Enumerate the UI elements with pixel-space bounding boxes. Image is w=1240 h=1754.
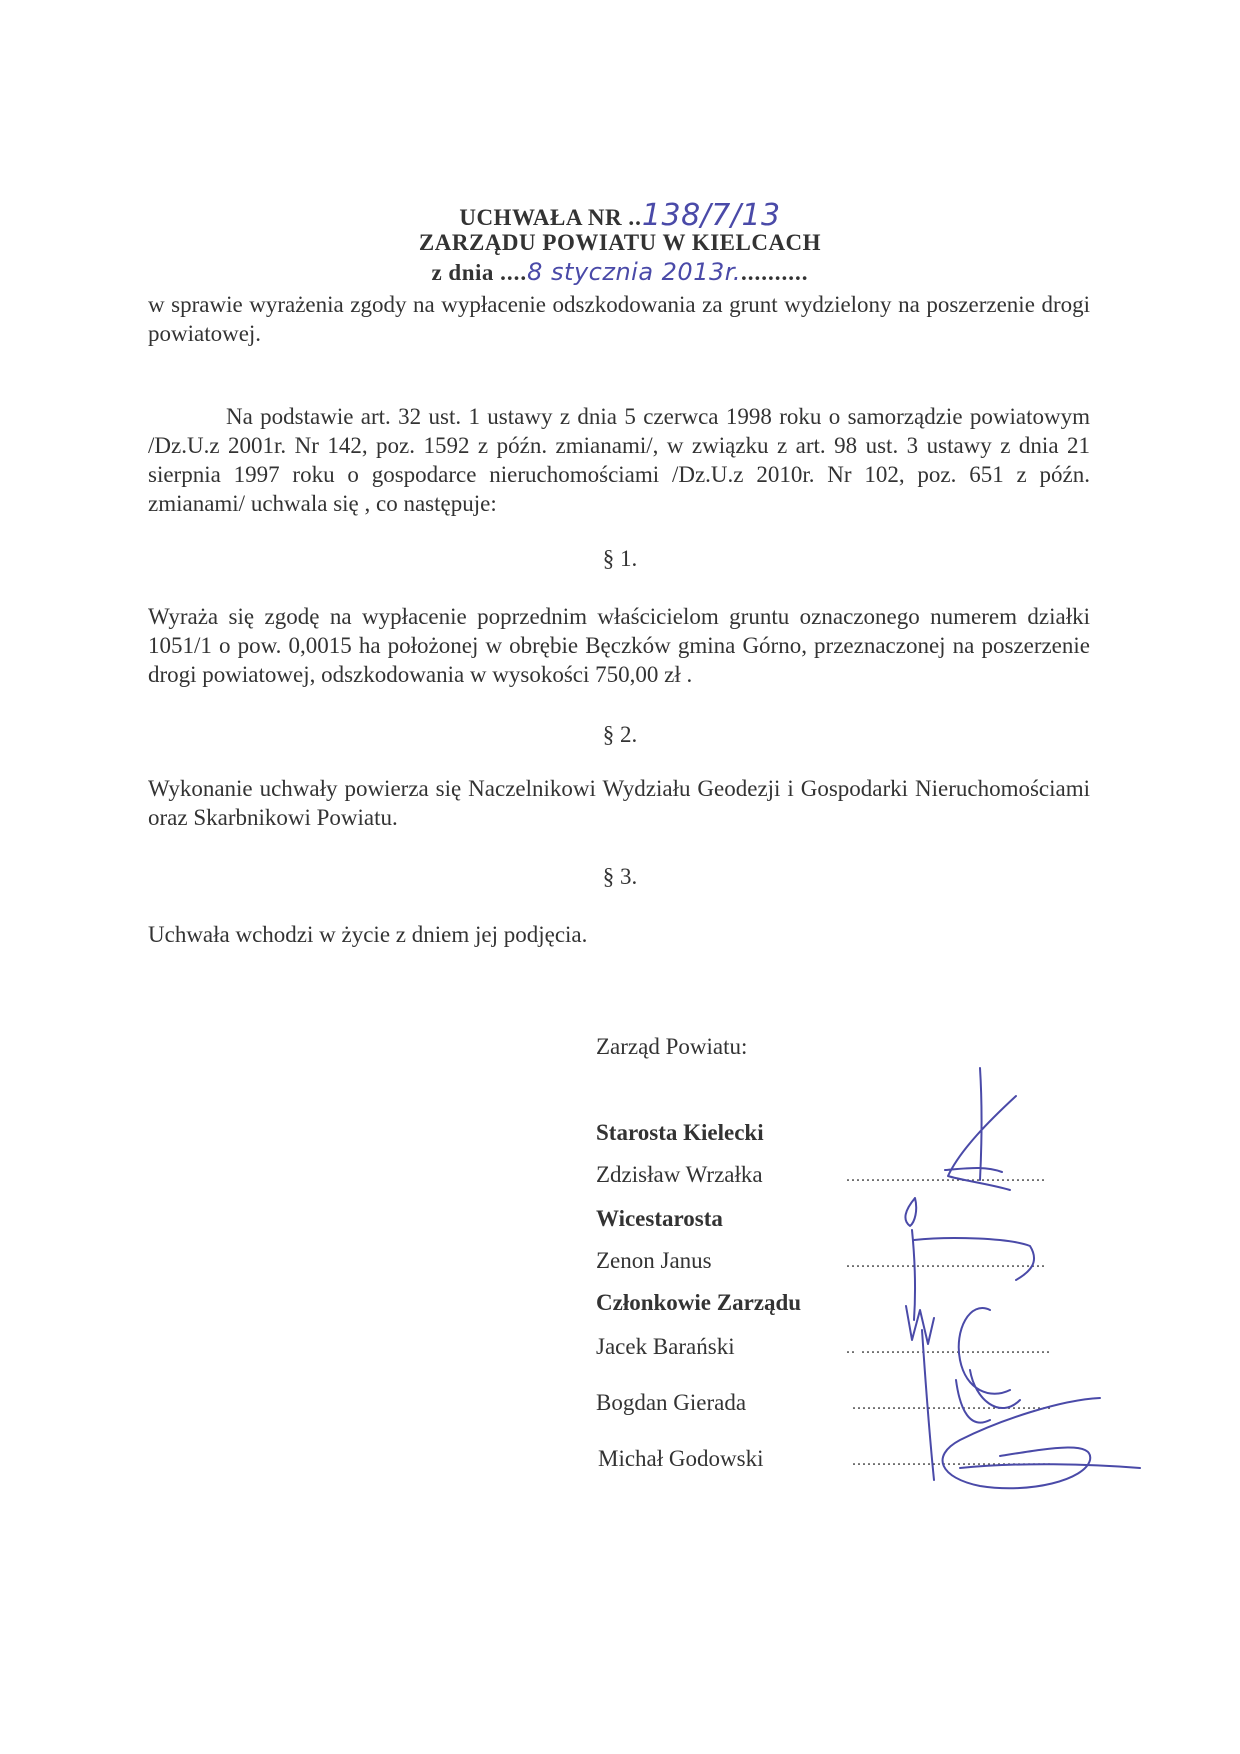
number-dots: .. (628, 205, 642, 230)
signature-line: .. ...................................... (846, 1340, 1051, 1357)
resolution-number-handwritten: 138/7/13 (641, 198, 781, 233)
member-name: Bogdan Gierada (596, 1390, 747, 1415)
signature-line: ........................................ (852, 1396, 1052, 1413)
section-1-heading: § 1. (602, 546, 638, 571)
starosta-name: Zdzisław Wrzałka (596, 1162, 763, 1187)
legal-basis-paragraph: Na podstawie art. 32 ust. 1 ustawy z dnia 5 czerwca 1998 roku o samorządzie powiatowym /Dz.U.z 2001r. Nr 142, poz. 1592 z późn. zmianami/, w związku z art. 98 ust. 3 ustawy z dnia 21 sierpnia 1997 roku o gospodarce nieruchomościami /Dz.U.z 2010r. Nr 102, poz. 651 z późn. zmianami/ uchwala się , co następuje: (148, 404, 1090, 516)
member-name: Michał Godowski (598, 1446, 764, 1471)
section-2-heading: § 2. (602, 722, 638, 747)
section-1-text: Wyraża się zgodę na wypłacenie poprzednim właścicielom gruntu oznaczonego numerem działki 1051/1 o pow. 0,0015 ha położonej w obrębie Bęczków gmina Górno, przeznaczonej na poszerzenie drogi powiatowej, odszkodowania w wysokości 750,00 zł . (148, 604, 1090, 687)
date-handwritten: 8 stycznia 2013r. (527, 258, 742, 286)
signature-line: ........................................ (846, 1168, 1046, 1185)
members-title: Członkowie Zarządu (596, 1290, 802, 1315)
signature-line: ........................................ (846, 1254, 1046, 1271)
wicestarosta-name: Zenon Janus (596, 1248, 712, 1273)
wicestarosta-title: Wicestarosta (596, 1206, 723, 1231)
section-3-text: Uchwała wchodzi w życie z dniem jej podjęcia. (148, 922, 588, 947)
date-dots-left: .... (500, 260, 528, 285)
resolution-subject: w sprawie wyrażenia zgody na wypłacenie odszkodowania za grunt wydzielony na poszerzenie drogi powiatowej. (148, 292, 1090, 346)
section-3-heading: § 3. (602, 864, 638, 889)
resolution-title-text: UCHWAŁA NR (459, 205, 629, 230)
starosta-title: Starosta Kielecki (596, 1120, 764, 1145)
board-signatures-heading: Zarząd Powiatu: (596, 1034, 748, 1059)
section-2-text: Wykonanie uchwały powierza się Naczelnikowi Wydziału Geodezji i Gospodarki Nieruchomościami oraz Skarbnikowi Powiatu. (148, 776, 1090, 830)
resolution-title (0, 198, 1240, 233)
date-dots-right: .......... (741, 260, 809, 285)
resolution-date (0, 258, 1240, 286)
board-name: ZARZĄDU POWIATU W KIELCACH (418, 230, 822, 255)
member-name: Jacek Barański (596, 1334, 735, 1359)
signature-line: ........................................ (852, 1452, 1052, 1469)
date-prefix: z dnia (431, 260, 501, 285)
